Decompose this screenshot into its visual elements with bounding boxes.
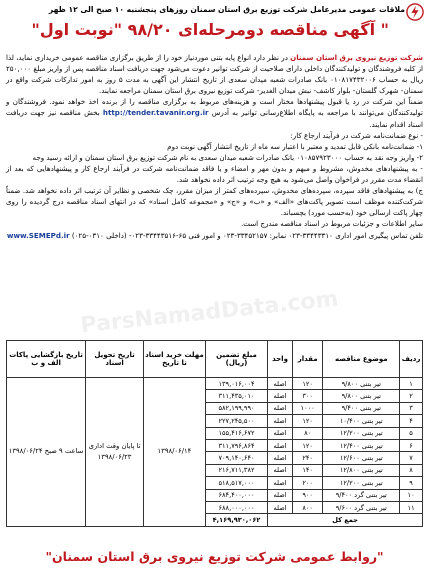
table-row — [7, 378, 423, 390]
total-label: جمع کل — [268, 514, 423, 526]
website-link[interactable]: www.SEMEPd.ir — [6, 230, 70, 240]
paragraph-8: سایر اطلاعات و جزئیات مربوط در اسناد مناقصه مندرج است. — [240, 219, 423, 229]
table-cell: ۲۴۰ — [292, 452, 323, 464]
table-cell: ۱۱ — [400, 501, 423, 513]
table-cell: ۷ — [400, 452, 423, 464]
table-cell: تیر بتنی ۱۰/۴۰۰ — [323, 415, 400, 427]
table-cell: ۸۰ — [292, 427, 323, 439]
table-cell: ۵ — [400, 427, 423, 439]
footer: "روابط عمومی شرکت توزیع نیروی برق استان سمنان" — [45, 549, 384, 564]
table-header-row — [7, 341, 423, 378]
table-cell: تیر بتنی ۹/۸۰۰ — [323, 390, 400, 402]
table-cell: ۲۲۷,۲۴۵,۵۰۰ — [205, 415, 267, 427]
column-header: موضوع مناقصه — [323, 341, 400, 378]
org-name: شرکت توزیع نیروی برق استان سمنان — [290, 53, 423, 62]
table-cell: ۴ — [400, 415, 423, 427]
table-cell: ۱۲۰ — [292, 415, 323, 427]
table-cell: ۳۱۱,۷۹۶,۸۶۴ — [205, 439, 267, 451]
table-cell: ۷۰۹,۱۴۰,۶۴۰ — [205, 452, 267, 464]
paragraph-4: ۱- ضمانت‌نامه بانکی قابل تمدید و معتبر با اعتبار سه ماه از تاریخ انتشار آگهی نوبت دوم — [167, 141, 423, 151]
table-cell: اصله — [268, 477, 293, 489]
table-cell: اصله — [268, 452, 293, 464]
tender-table — [6, 340, 423, 527]
table-cell: ۹ — [400, 477, 423, 489]
table-cell: اصله — [268, 439, 293, 451]
paragraph-2: ضمناً این شرکت در رد یا قبول پیشنهادها مختار است و هزینه‌های مربوط به برگزاری مناقصه را از برنده اخذ خواهد نمود. فروشندگان و تولیدکنندگان می‌توانند با مراجعه به پایگاه اطلاع‌رسانی توانیر به آدرس — [6, 97, 423, 118]
top-line: ملاقات عمومی مدیرعامل شرکت توزیع برق استان سمنان روزهای پنجشنبه ۱۰ صبح الی ۱۲ ظهر — [48, 5, 405, 14]
table-cell: تیر بتنی ۱۲/۲۰۰ — [323, 477, 400, 489]
table-cell: ۸۰۰ — [292, 501, 323, 513]
table-cell: ۵۸۲,۱۹۹,۹۹۰ — [205, 402, 267, 414]
tender-link[interactable]: http://tender.tavanir.org.ir — [102, 108, 209, 118]
table-cell: ۸ — [400, 464, 423, 476]
total-value: ۴,۱۶۹,۹۳۰,۰۶۲ — [205, 514, 267, 526]
column-header: مبلغ تضمین (ریال) — [205, 341, 267, 378]
table-cell: اصله — [268, 402, 293, 414]
column-header: تاریخ تحویل اسناد — [86, 341, 144, 378]
column-header: تاریخ بازگشایی پاکات الف و ب — [7, 341, 86, 378]
table-cell: ۱۲۰ — [292, 378, 323, 390]
deadline-cell: ۱۳۹۸/۰۶/۱۴ — [144, 378, 206, 527]
paragraph-2-tail: بخش مناقصه نیز جهت دریافت اسناد اقدام نمایند. — [6, 108, 423, 129]
table-cell: تیر بتنی گرد ۹/۴۰۰ — [323, 489, 400, 501]
table-cell: ۳ — [400, 402, 423, 414]
table-cell: ۲۱۶,۷۱۱,۳۸۲ — [205, 464, 267, 476]
column-header: ردیف — [400, 341, 423, 378]
table-cell: ۱۲۰ — [292, 439, 323, 451]
delivery-cell: تا پایان وقت اداری ۱۳۹۸/۰۶/۲۳ — [86, 378, 144, 527]
paragraph-6: - به پیشنهادهای مخدوش، مشروط و مبهم و بدون مهر و امضاء و یا فاقد ضمانت‌نامه شرکت در فرآیند ارجاع کار و پیشنهادهایی که بعد از انقضاء مدت مقرر در فراخوان واصل می‌شود به هیچ وجه ترتیب اثر داده نخواهد شد. — [6, 163, 423, 185]
paragraph-9: تلفن تماس پیگیری امور اداری ۳۳۴۴۳۳۱۰-۰۲۳ نمابر: ۳۳۴۵۲۱۵۷-۰۲۳ و امور فنی ۶۵-۳۳۴۴۳۵۱۶-۰۲۳- (داخلی ۰۳۱۰-۰۲۵) — [71, 230, 423, 240]
column-header: مهلت خرید اسناد تا تاریخ — [144, 341, 206, 378]
watermark: ParsNamadData.com — [79, 286, 340, 339]
paragraph-3: - نوع ضمانت‌نامه شرکت در فرآیند ارجاع کار: — [290, 130, 423, 140]
table-cell: تیر بتنی ۱۲/۸۰۰ — [323, 464, 400, 476]
table-cell: ۱ — [400, 378, 423, 390]
table-cell: تیر بتنی ۱۲/۴۰۰ — [323, 439, 400, 451]
table-cell: ۶۸۴,۴۰۰,۰۰۰ — [205, 489, 267, 501]
table-cell: اصله — [268, 464, 293, 476]
electric-company-logo — [406, 3, 424, 21]
table-cell: اصله — [268, 390, 293, 402]
table-cell: ۱۰ — [400, 489, 423, 501]
table-cell: تیر بتنی ۱۲/۶۰۰ — [323, 452, 400, 464]
ad-body — [6, 52, 423, 241]
column-header: واحد — [268, 341, 293, 378]
paragraph-5: ۲- واریز وجه نقد به حساب ۰۱۰۸۵۷۹۲۳۰۰۰ بانک صادرات شعبه میدان سعدی به نام شرکت توزیع برق استان سمنان و ارائه رسید وجه — [32, 152, 423, 162]
opening-cell: ساعت ۹ صبح ۱۳۹۸/۰۶/۲۴ — [7, 378, 86, 527]
table-cell: تیر بتنی گرد ۹/۶۰۰ — [323, 501, 400, 513]
table-cell: تیر بتنی ۹/۴۰۰ — [323, 402, 400, 414]
table-cell: ۳۱۱,۴۳۵,۰۱۰ — [205, 390, 267, 402]
table-cell: ۲۰۰ — [292, 477, 323, 489]
table-cell: ۲ — [400, 390, 423, 402]
table-cell: ۱۳۹,۰۱۶,۰۰۴ — [205, 378, 267, 390]
column-header: مقدار — [292, 341, 323, 378]
paragraph-1: در نظر دارد انواع پایه بتنی موردنیاز خود را از طریق برگزاری مناقصه عمومی خریداری نماید، لذا از کلیه فروشندگان و تولیدکنندگان داخلی دارای صلاحیت از شرکت توانیر دعوت می‌شود جهت دریافت اسناد مناقصه پس از واریز مبلغ ۲۵۰,۰۰۰ ریال به حساب ۰۱۰۸۱۷۴۳۲۰۰۶ بانک صادرات شعبه میدان سعدی از تاریخ انتشار این آگهی به مدت ۵ روز به امور تدارکات شرکت واقع در سمنان- شهرک گلستان- بلوار کاشف- نبش میدان الغدیر- شرکت توزیع نیروی برق استان سمنان مراجعه نمایند. — [6, 53, 424, 96]
table-cell: اصله — [268, 415, 293, 427]
table-cell: ۹۰۰ — [292, 489, 323, 501]
table-cell: تیر بتنی ۱۲/۲۰۰ — [323, 427, 400, 439]
page-title: " آگهی مناقصه دومرحله‌ای ۹۸/۲۰ "نوبت اول" — [31, 20, 389, 39]
table-cell: اصله — [268, 427, 293, 439]
table-cell: تیر بتنی ۹/۸۰۰ — [323, 378, 400, 390]
table-cell: ۱۵۵,۴۱۶,۶۷۲ — [205, 427, 267, 439]
table-cell: اصله — [268, 501, 293, 513]
table-cell: ۵۱۸,۵۱۷,۰۰۰ — [205, 477, 267, 489]
table-cell: ۶۸۸,۰۰۰,۰۰۰ — [205, 501, 267, 513]
table-cell: اصله — [268, 489, 293, 501]
table-cell: ۳۰۰ — [292, 390, 323, 402]
table-cell: ۶ — [400, 439, 423, 451]
table-cell: اصله — [268, 378, 293, 390]
paragraph-7: ج) به پیشنهادهای فاقد سپرده، سپرده‌های مخدوش، سپرده‌های کمتر از میزان مقرر، چک شخصی و نظایر آن ترتیب اثر داده نخواهد شد. ضمناً شرکت‌کننده موظف است تصویر پاکت‌های «الف» و «ب» و «ج» و «مجموعه کامل اسناد» که در انتهای اسناد مناقصه درج گردیده را روی چهار پاکت ارسالی خود (به‌حسب مورد) بچسباند. — [6, 186, 423, 218]
table-cell: ۱۰۰۰ — [292, 402, 323, 414]
table-cell: ۱۴۰ — [292, 464, 323, 476]
